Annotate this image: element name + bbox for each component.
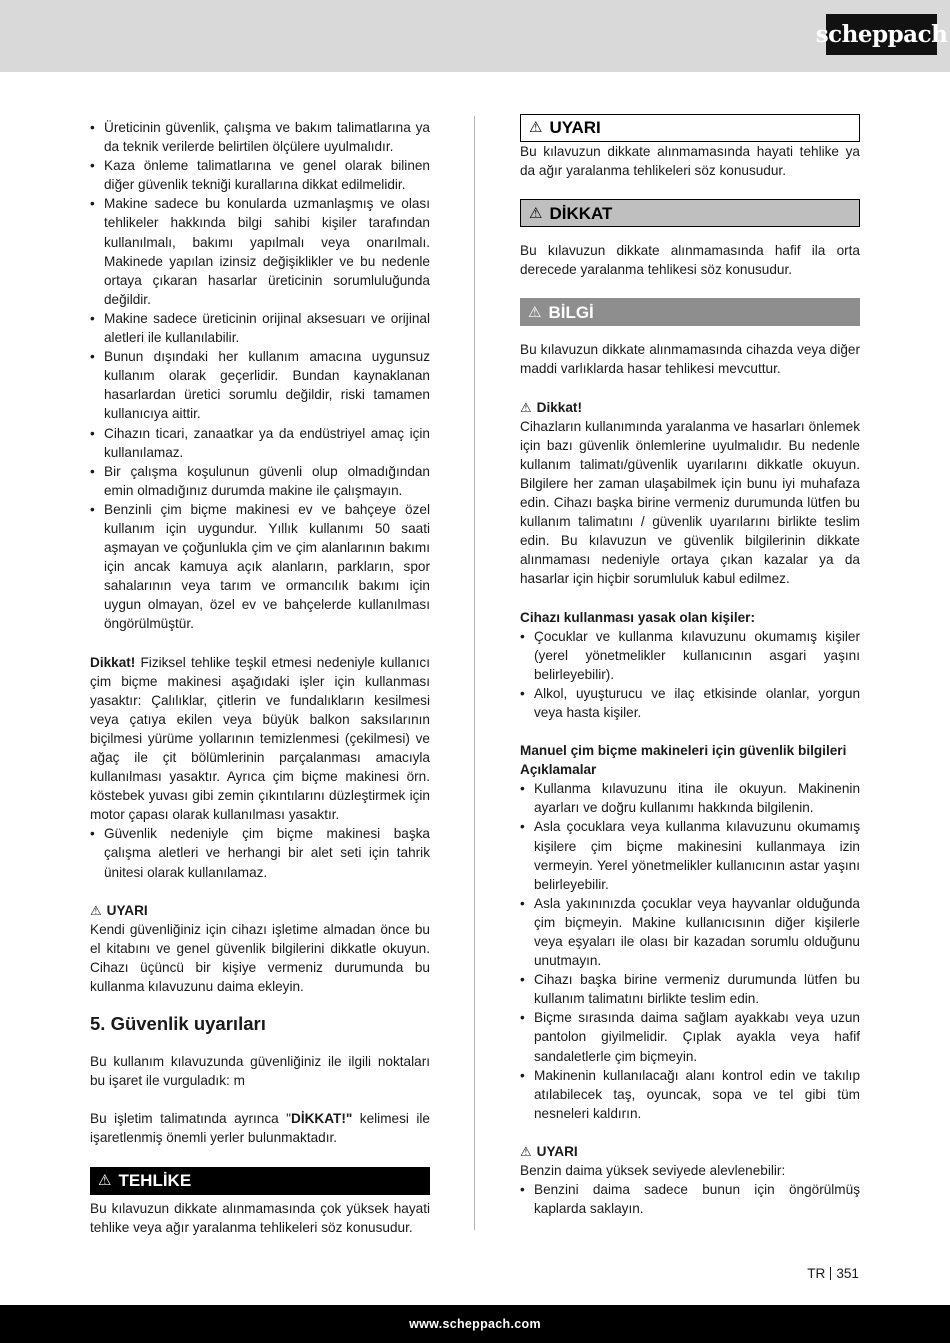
tehlike-box (90, 1167, 430, 1195)
list-item: • Güvenlik nedeniyle çim biçme makinesi başka çalışma aletleri ve herhangi bir alet seti için tahrik ünitesi olarak kullanılamaz. (90, 824, 430, 881)
list-item: • Makine sadece üreticinin orijinal aksesuarı ve orijinal aletleri ile kullanılabilir. (90, 309, 430, 347)
section-paragraph-2 (90, 1109, 430, 1147)
dikkat-label: Dikkat! (90, 654, 136, 670)
list-item: • Makine sadece bu konularda uzmanlaşmış ve olası tehlikeler hakkında bilgi sahibi kişiler tarafından kullanılmalı, bakımı yapılmalı veya onarılmalı. Makinede yapılan izinsiz değişiklikler ve bu nedenle ortaya çıkaran hasarlar üreticinin sorumluluğunda değildir. (90, 194, 430, 309)
dikkat-text: Fiziksel tehlike teşkil etmesi nedeniyle kullanıcı çim biçme makinesi aşağıdaki işler için kullanması yasaktır: Çalılıklar, çitlerin ve fundalıkların kesilmesi veya çatıya ekilen veya büyük balkon saksılarının biçilmesi yürüme yollarının temizlenmesi (çekilmesi) ve ağaç ile çit bölümlerinin parçalanması amacıyla kullanılması yasaktır. Ayrıca çim biçme makinesi örn. köstebek yuvası gibi zemin çıkıntılarını düzleştirmek için motor çapası olarak kullanılması yasaktır. (90, 654, 430, 823)
left-column (90, 118, 430, 1237)
list-item: • Çocuklar ve kullanma kılavuzunu okumamış kişiler (yerel yönetmelikler kullanıcının asgari yaşını belirleyebilir). (520, 627, 860, 684)
uyari-title: UYARI (549, 118, 601, 138)
list-item: • Kullanma kılavuzunu itina ile okuyun. Makinenin ayarları ve doğru kullanımı hakkında bilgilenin. (520, 779, 860, 817)
tehlike-title: TEHLİKE (118, 1170, 192, 1190)
section-p2-pre: Bu işletim talimatında ayrınca " (90, 1111, 291, 1127)
uyari-box (520, 114, 860, 142)
bilgi-title: BİLGİ (548, 302, 594, 322)
section-title: 5. Güvenlik uyarıları (90, 1013, 266, 1035)
warning-heading-2 (520, 1142, 860, 1161)
section-p2-bold: DİKKAT!" (291, 1111, 353, 1127)
caution-title: Dikkat! (536, 399, 582, 415)
list-item: • Asla yakınınızda çocuklar veya hayvanlar olduğunda çim biçmeyin. Makine kullanıcısının diğer kişilerle veya eşyaları ile olası bir kazadan sorumlu olduğunu unutmayın. (520, 894, 860, 970)
caution-heading (520, 398, 860, 417)
list-item: • Alkol, uyuşturucu ve ilaç etkisinde olanlar, yorgun veya hasta kişiler. (520, 684, 860, 722)
section-paragraph-1: Bu kullanım kılavuzunda güvenliğiniz ile ilgili noktaları bu işaret ile vurguladık: m (90, 1054, 430, 1089)
tehlike-text: Bu kılavuzun dikkate alınmamasında çok yüksek hayati tehlike veya ağır yaralanma tehlikeleri söz konusudur. (90, 1200, 430, 1235)
list-item: • Makinenin kullanılacağı alanı kontrol edin ve takılıp atılabilecek taş, oyuncak, sopa ve tel gibi tüm nesneleri kaldırın. (520, 1066, 860, 1123)
page-lang: TR (807, 1266, 826, 1281)
list-item: • Üreticinin güvenlik, çalışma ve bakım talimatlarına ya da teknik verilerde belirtilen ölçülere uyulmalıdır. (90, 118, 430, 156)
prohibited-title: Cihazı kullanması yasak olan kişiler: (520, 609, 755, 625)
bilgi-box (520, 298, 860, 326)
right-column (520, 114, 860, 1218)
dikkat-paragraph (90, 653, 430, 825)
list-item: • Benzinli çim biçme makinesi ev ve bahçeye özel kullanım için uygundur. Yıllık kullanımı 50 saati aşmayan ve çoğunlukla çim ve çim alanlarının bakımı için ancak kamuya açık alanların, parkların, spor sahalarının veya tarım ve ormancılık bakımı için uygun olmayan, özel ev ve bahçelerde kullanılması öngörülmüştür. (90, 500, 430, 634)
list-item: • Cihazın ticari, zanaatkar ya da endüstriyel amaç için kullanılamaz. (90, 424, 430, 462)
list-item: • Bir çalışma koşulunun güvenli olup olmadığından emin olmadığınız durumda makine ile çalışmayın. (90, 462, 430, 500)
warning-heading (90, 901, 430, 920)
footer-url[interactable]: www.scheppach.com (409, 1317, 541, 1331)
caution-text: Cihazların kullanımında yaralanma ve hasarları önlemek için bazı güvenlik önlemlerine uyulmalıdır. Bu nedenle kullanım talimatı/güvenlik uyarılarını dikkatle okuyun. Bilgilere her zaman ulaşabilmek için bunu iyi muhafaza edin. Cihazı başka birine vermeniz durumunda lütfen bu kullanım talimatını / güvenlik uyarılarını birlikte teslim edin. Bu kılavuzun ve güvenlik bilgilerinin dikkate alınmaması nedeniyle ortaya çıkan kazalar ya da hasarlar için hiçbir sorumluluk kabul edilmez. (520, 418, 860, 587)
warning-triangle-icon: ⚠ (529, 119, 543, 137)
manual-safety-title: Manuel çim biçme makineleri için güvenlik bilgileri (520, 743, 847, 759)
warning-text: Kendi güvenliğiniz için cihazı işletime almadan önce bu el kitabını ve genel güvenlik bilgilerini dikkatle okuyun. Cihazı üçüncü bir kişiye vermeniz durumunda bu kullanma kılavuzunu daima ekleyin. (90, 921, 430, 995)
warning-title: UYARI (106, 902, 148, 918)
dikkat-box-text: Bu kılavuzun dikkate alınmamasında hafif ila orta derecede yaralanma tehlikesi söz konusudur. (520, 243, 860, 278)
page-number (807, 1266, 859, 1281)
list-item: • Biçme sırasında daima sağlam ayakkabı veya uzun pantolon giyilmelidir. Çıplak ayakla veya hafif sandaletlerle çim biçmeyin. (520, 1008, 860, 1065)
warn2-title: UYARI (536, 1143, 578, 1159)
warn2-text: Benzin daima yüksek seviyede alevlenebilir: (520, 1163, 786, 1179)
list-item: • Asla çocuklara veya kullanma kılavuzunu okumamış kişilere çim biçme makinesini kullanmaya izin vermeyin. Yerel yönetmelikler kullanıcının astar yaşını belirleyebilir. (520, 817, 860, 893)
page-num: 351 (836, 1266, 859, 1281)
warning-triangle-icon: ⚠ (520, 1143, 532, 1159)
bilgi-text: Bu kılavuzun dikkate alınmamasında cihazda veya diğer maddi varlıklarda hasar tehlikesi mevcuttur. (520, 342, 860, 377)
list-item: • Benzini daima sadece bunun için öngörülmüş kaplarda saklayın. (520, 1180, 860, 1218)
explanations-title: Açıklamalar (520, 762, 597, 778)
scheppach-logo: scheppach (826, 14, 937, 55)
warning-triangle-icon: ⚠ (529, 204, 543, 222)
warning-triangle-icon: ⚠ (520, 399, 532, 415)
list-item: • Bunun dışındaki her kullanım amacına uygunsuz kullanım olarak geçerlidir. Bundan kaynaklanan hasarlardan üretici sorumlu değildir, riski tamamen kullanıcıya aittir. (90, 347, 430, 423)
dikkat-box (520, 199, 860, 227)
warning-triangle-icon: ⚠ (528, 303, 542, 321)
section-p2-post: kelimesi ile işaretlenmiş önemli yerler bulunmaktadır. (90, 1111, 430, 1146)
usage-rules-list (90, 118, 430, 634)
list-item: • Kaza önleme talimatlarına ve genel olarak bilinen diğer güvenlik tekniği kurallarına dikkat edilmelidir. (90, 156, 430, 194)
warning-triangle-icon: ⚠ (90, 902, 102, 918)
list-item: • Cihazı başka birine vermeniz durumunda lütfen bu kullanım talimatını birlikte teslim edin. (520, 970, 860, 1008)
warning-triangle-icon: ⚠ (98, 1171, 112, 1189)
column-divider (474, 116, 475, 1230)
footer-bar (0, 1305, 950, 1343)
header-bar (0, 0, 950, 72)
uyari-text: Bu kılavuzun dikkate alınmamasında hayati tehlike ya da ağır yaralanma tehlikeleri söz konusudur. (520, 144, 860, 179)
dikkat-title: DİKKAT (549, 203, 613, 223)
